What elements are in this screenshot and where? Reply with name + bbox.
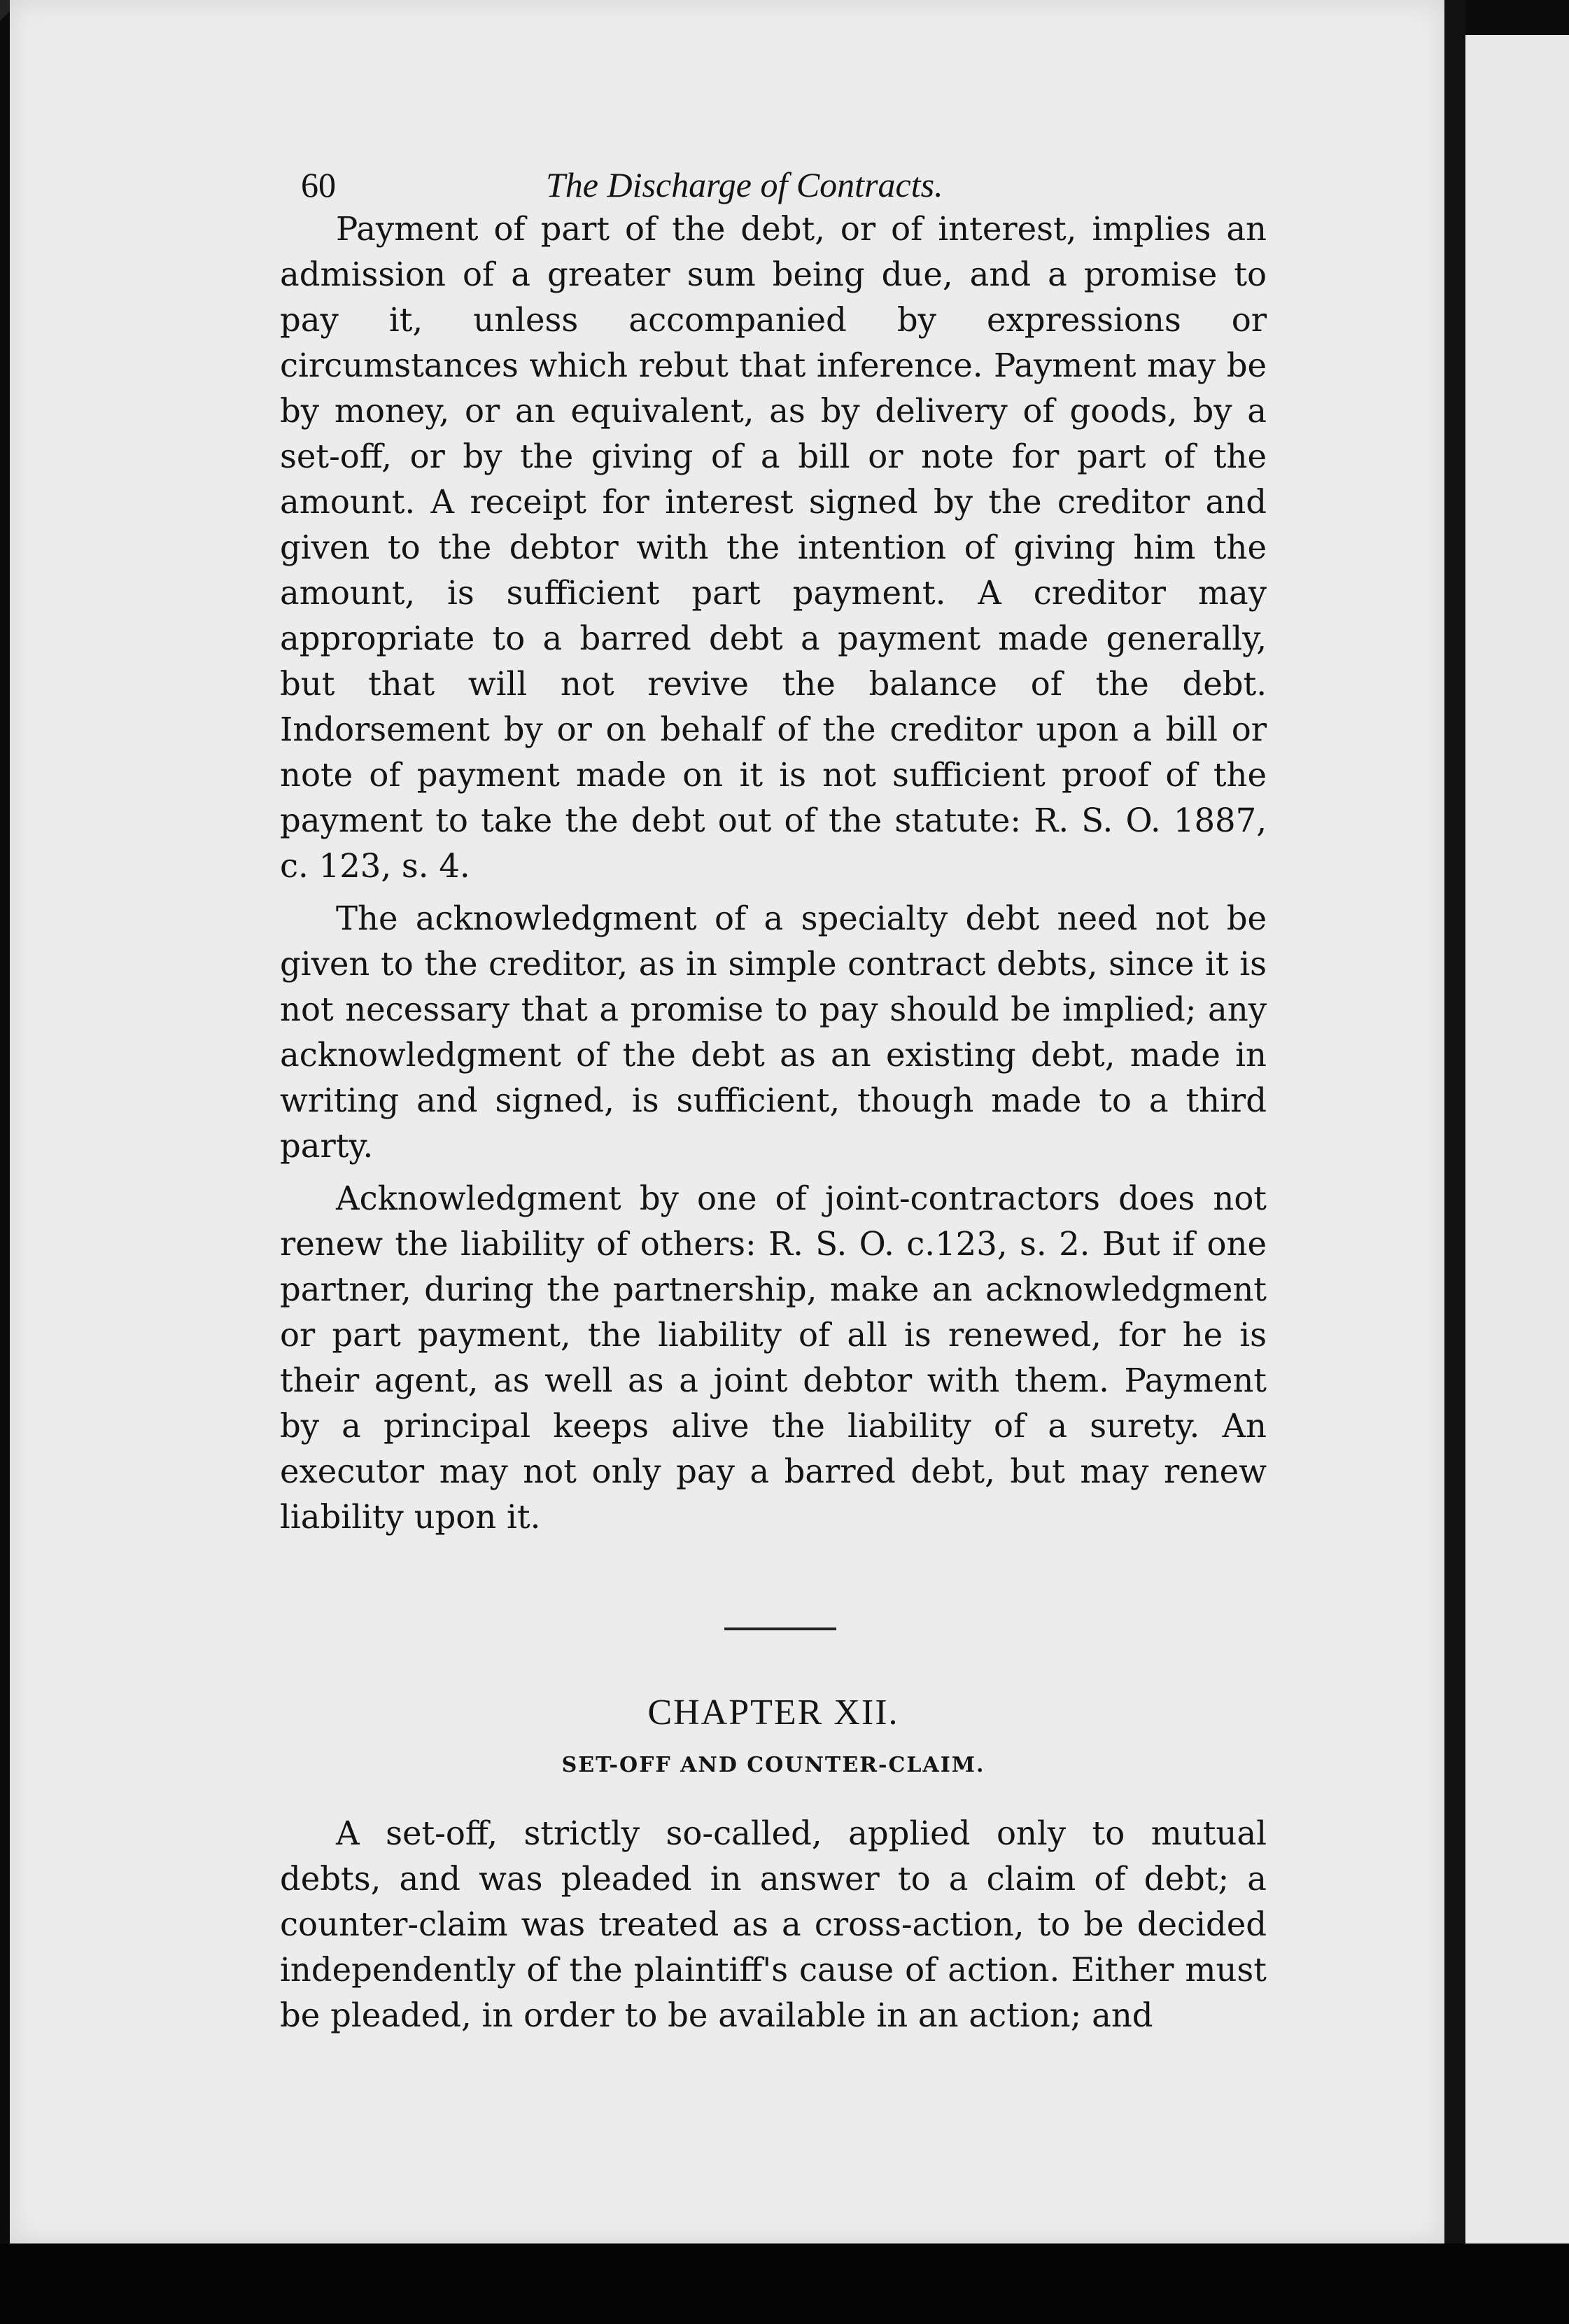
chapter-heading: CHAPTER XII. bbox=[647, 1693, 899, 1732]
binding-gutter bbox=[1444, 0, 1465, 2244]
running-title: The Discharge of Contracts. bbox=[546, 165, 943, 204]
chapter-subtitle: SET-OFF AND COUNTER-CLAIM. bbox=[561, 1753, 985, 1777]
body-paragraph-1: Payment of part of the debt, or of interest, implies an admission of a greater sum being due, and a promise to pay it, unless accompanied by expressions or circumstances which rebut that inference. Payment may be by money, or an equivalent, as by delivery of goods, by a set-off, or by the giving of a bill or note for part of the amount. A receipt for interest signed by the creditor and given to the debtor with the intention of giving him the amount, is sufficient part payment. A creditor may appropriate to a barred debt a payment made generally, but that will not revive the balance of the debt. Indorsement by or on behalf of the creditor upon a bill or note of payment made on it is not sufficient proof of the payment to take the debt out of the statute: R. S. O. 1887, c. 123, s. 4. bbox=[280, 210, 1267, 885]
adjacent-page-edge bbox=[1465, 35, 1569, 2244]
chapter-opening-paragraph: A set-off, strictly so-called, applied only to mutual debts, and was pleaded in answer to a claim of debt; a counter-claim was treated as a cross-action, to be decided independently of the plaintiff's cause of action. Either must be pleaded, in order to be available in an action; and bbox=[280, 1814, 1267, 2034]
body-paragraph-3: Acknowledgment by one of joint-contractors does not renew the liability of others: R. S. O. c.123, s. 2. But if one partner, during the partnership, make an acknowledgment or part payment, the liability of all is renewed, for he is their agent, as well as a joint debtor with them. Payment by a principal keeps alive the liability of a surety. An executor may not only pay a barred debt, but may renew liability upon it. bbox=[280, 1180, 1267, 1536]
body-paragraph-2: The acknowledgment of a specialty debt need not be given to the creditor, as in simple contract debts, since it is not necessary that a promise to pay should be implied; any acknowledgment of the debt as an existing debt, made in writing and signed, is sufficient, though made to a third party. bbox=[280, 899, 1267, 1165]
page-header bbox=[280, 150, 1267, 206]
page-content bbox=[280, 150, 1267, 2038]
scan-bottom-border bbox=[0, 2244, 1569, 2324]
page-number: 60 bbox=[301, 165, 336, 204]
section-divider-rule bbox=[724, 1628, 836, 1630]
